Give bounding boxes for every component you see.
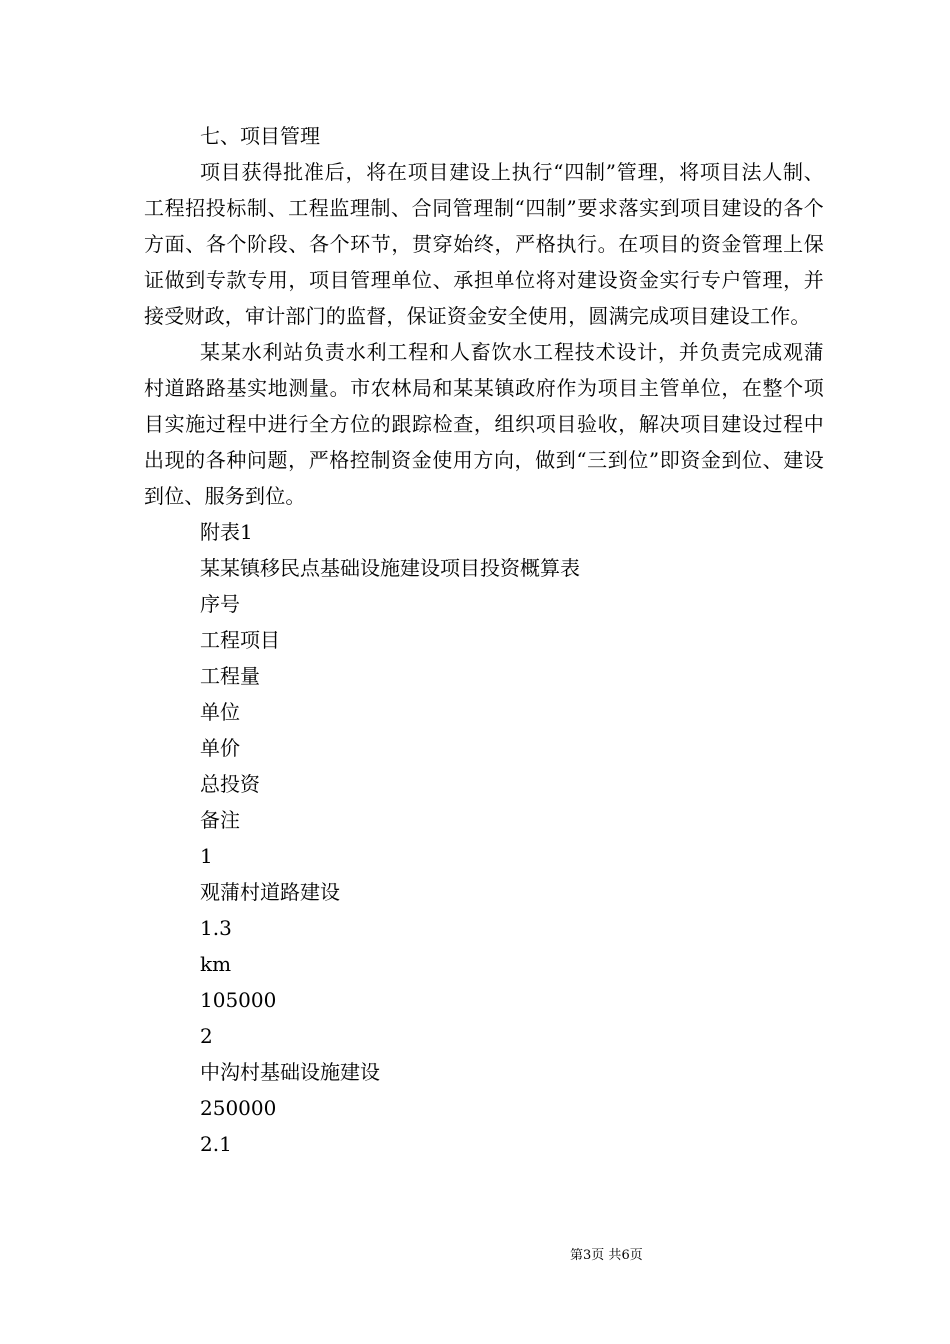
- column-header-quantity: 工程量: [200, 664, 260, 688]
- page-footer: [0, 1244, 950, 1263]
- paragraph-responsibilities: 某某水利站负责水利工程和人畜饮水工程技术设计，并负责完成观蒲村道路路基实地测量。市农林局和某某镇政府作为项目主管单位，在整个项目实施过程中进行全方位的跟踪检查，组织项目验收，解决项目建设过程中出现的各种问题，严格控制资金使用方向，做到“三到位”即资金到位、建设到位、服务到位。: [144, 340, 824, 508]
- table-cell-project: 观蒲村道路建设: [200, 880, 340, 904]
- section-heading: 七、项目管理: [200, 124, 320, 148]
- table-cell-unit: km: [200, 952, 232, 976]
- footer-prefix: 第: [570, 1248, 584, 1263]
- table-cell-quantity: 1.3: [200, 916, 232, 940]
- table-cell-serial: 2: [200, 1024, 213, 1048]
- footer-middle: 页 共: [591, 1248, 622, 1263]
- column-header-total-investment: 总投资: [200, 772, 260, 796]
- footer-suffix: 页: [629, 1248, 643, 1263]
- table-cell-total: 105000: [200, 988, 277, 1012]
- column-header-project: 工程项目: [200, 628, 280, 652]
- column-header-serial: 序号: [200, 592, 240, 616]
- footer-total-pages: 6: [621, 1248, 630, 1263]
- table-cell-project: 中沟村基础设施建设: [200, 1060, 380, 1084]
- table-cell-total: 250000: [200, 1096, 277, 1120]
- table-cell-serial: 1: [200, 844, 213, 868]
- column-header-remarks: 备注: [200, 808, 240, 832]
- table-cell-serial: 2.1: [200, 1132, 232, 1156]
- footer-page-number: 3: [583, 1248, 592, 1263]
- paragraph-project-management: 项目获得批准后，将在项目建设上执行“四制”管理，将项目法人制、工程招投标制、工程监理制、合同管理制“四制”要求落实到项目建设的各个方面、各个阶段、各个环节，贯穿始终，严格执行。在项目的资金管理上保证做到专款专用，项目管理单位、承担单位将对建设资金实行专户管理，并接受财政，审计部门的监督，保证资金安全使用，圆满完成项目建设工作。: [144, 160, 824, 328]
- column-header-unit-price: 单价: [200, 736, 240, 760]
- table-title: 某某镇移民点基础设施建设项目投资概算表: [200, 556, 580, 580]
- document-body: [144, 118, 824, 1162]
- appendix-label: 附表1: [200, 520, 253, 544]
- column-header-unit: 单位: [200, 700, 240, 724]
